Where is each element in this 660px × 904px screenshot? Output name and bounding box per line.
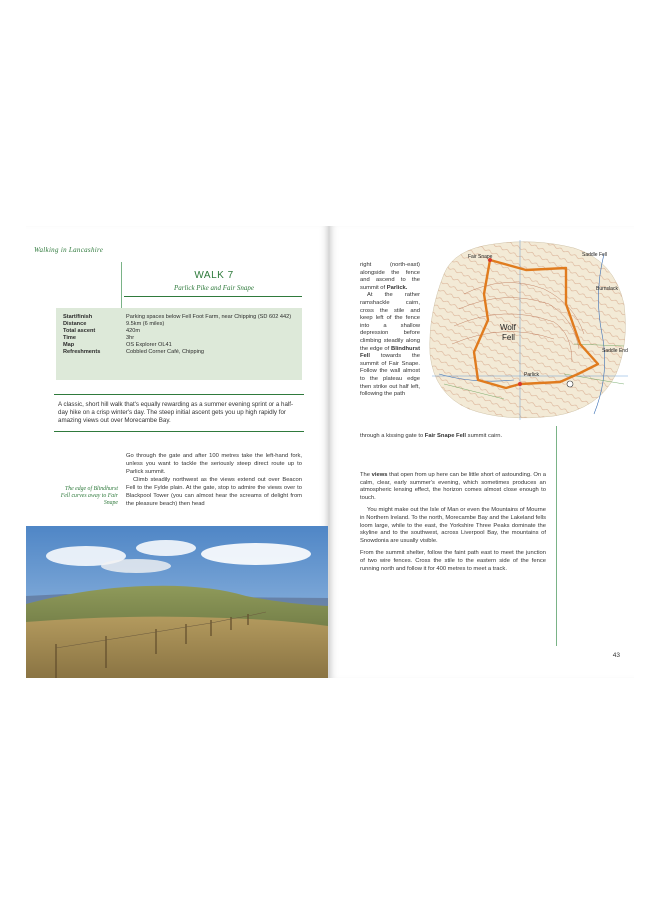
under-map-line bbox=[360, 433, 548, 441]
map-label-fell: Fell bbox=[502, 333, 515, 342]
body-paragraph: From the summit shelter, follow the faint path east to meet the junction of two wire fences. Cross the stile to the eastern side of the fence running north and follow it for 400 metres to meet a track. bbox=[360, 550, 546, 572]
title-vertical-rule bbox=[121, 262, 122, 314]
moorland-photo bbox=[26, 526, 328, 678]
info-value: 3hr bbox=[126, 335, 135, 341]
info-label: Time bbox=[63, 335, 76, 341]
wrap-paragraph-1 bbox=[360, 262, 420, 292]
info-value: Parking spaces below Fell Foot Farm, near Chipping (SD 602 442) bbox=[126, 314, 292, 320]
route-map bbox=[424, 234, 630, 422]
info-value: 420m bbox=[126, 328, 140, 334]
right-vertical-rule bbox=[556, 426, 557, 646]
page-number: 43 bbox=[612, 652, 620, 659]
text-run: right (north-east) alongside the fence and ascend to the summit of bbox=[360, 262, 420, 291]
left-page bbox=[26, 226, 328, 678]
info-label: Distance bbox=[63, 321, 87, 327]
place-name: Fair Snape Fell bbox=[424, 433, 467, 439]
walk-subtitle: Parlick Pike and Fair Snape bbox=[173, 284, 255, 292]
text-run: The bbox=[360, 472, 370, 478]
info-row bbox=[63, 314, 295, 321]
map-label-saddle-fell: Saddle Fell bbox=[582, 252, 608, 258]
walk-title: WALK 7 bbox=[194, 270, 234, 281]
info-row bbox=[63, 342, 295, 349]
right-narrow-column bbox=[360, 262, 420, 399]
keyword: views bbox=[371, 472, 388, 478]
map-label-burnslack: Burnslack bbox=[596, 286, 618, 292]
info-label: Map bbox=[63, 342, 75, 348]
left-body-text bbox=[126, 452, 302, 508]
info-row bbox=[63, 321, 295, 328]
map-label-wolf: Wolf bbox=[500, 323, 516, 332]
info-label: Total ascent bbox=[63, 328, 96, 334]
photo-caption: The edge of Blindhurst Fell curves away to Fair Snape bbox=[60, 486, 118, 506]
map-label-saddle-end: Saddle End bbox=[602, 348, 628, 354]
info-row bbox=[63, 328, 295, 335]
info-row bbox=[63, 335, 295, 342]
intro-paragraph: A classic, short hill walk that's equally rewarding as a summer evening sprint or a half-day hike on a crisp winter's day. The steep initial ascent gets you up high rapidly for amazing views out over Morecambe Bay. bbox=[54, 394, 304, 432]
text-run: that open from up here can be little short of astounding. On a calm, clear, early summer's evening, which sometimes produces an atmospheric lensing effect, the horizon comes almost close enough to touch. bbox=[360, 472, 546, 501]
title-rule bbox=[124, 296, 302, 297]
body-paragraph: You might make out the Isle of Man or even the Mountains of Mourne in Northern Ireland. To the north, Morecambe Bay and the Lakeland fells loom large, while to the east, the Yorkshire Three Peaks dominate the skyline and to the southwest, across Liverpool Bay, the mountains of Snowdonia are usually visible. bbox=[360, 507, 546, 544]
running-head: Walking in Lancashire bbox=[34, 246, 104, 254]
info-label: Start/finish bbox=[63, 314, 93, 320]
info-row bbox=[63, 349, 295, 356]
info-value: Cobbled Corner Café, Chipping bbox=[126, 349, 205, 355]
body-paragraph: Go through the gate and after 100 metres take the left-hand fork, unless you want to tackle the seriously steep direct route up to Parlick summit. bbox=[126, 453, 302, 475]
info-label: Refreshments bbox=[63, 349, 101, 355]
body-paragraph bbox=[360, 472, 546, 502]
info-value: OS Explorer OL41 bbox=[126, 342, 172, 348]
place-name: Parlick. bbox=[386, 284, 408, 291]
book-spread bbox=[26, 226, 634, 678]
place-name: Blindhurst Fell bbox=[360, 345, 420, 360]
text-run: through a kissing gate to bbox=[360, 433, 424, 439]
walk-info-box bbox=[56, 308, 302, 380]
info-value: 9.5km (6 miles) bbox=[126, 321, 165, 327]
text-run: summit cairn. bbox=[467, 433, 503, 439]
body-paragraph: Climb steadily northwest as the views extend out over Beacon Fell to the Fylde plain. At the gate, stop to admire the views over to Blackpool Tower (you can almost hear the screams of delight from the pleasure beach) then head bbox=[126, 477, 302, 507]
right-body-text bbox=[360, 472, 546, 578]
text-run: At the rather ramshackle cairn, cross the stile and keep left of the fence into a shallow depression before climbing steadily along the edge of bbox=[360, 292, 420, 352]
map-label-fair-snape: Fair Snape bbox=[468, 254, 493, 260]
text-run: towards the summit of Fair Snape. Follow the wall almost to the plateau edge then strike out half left, following the path bbox=[360, 353, 420, 398]
map-label-parlick: Parlick bbox=[524, 372, 540, 378]
wrap-paragraph-2 bbox=[360, 292, 420, 398]
right-page bbox=[330, 226, 634, 678]
